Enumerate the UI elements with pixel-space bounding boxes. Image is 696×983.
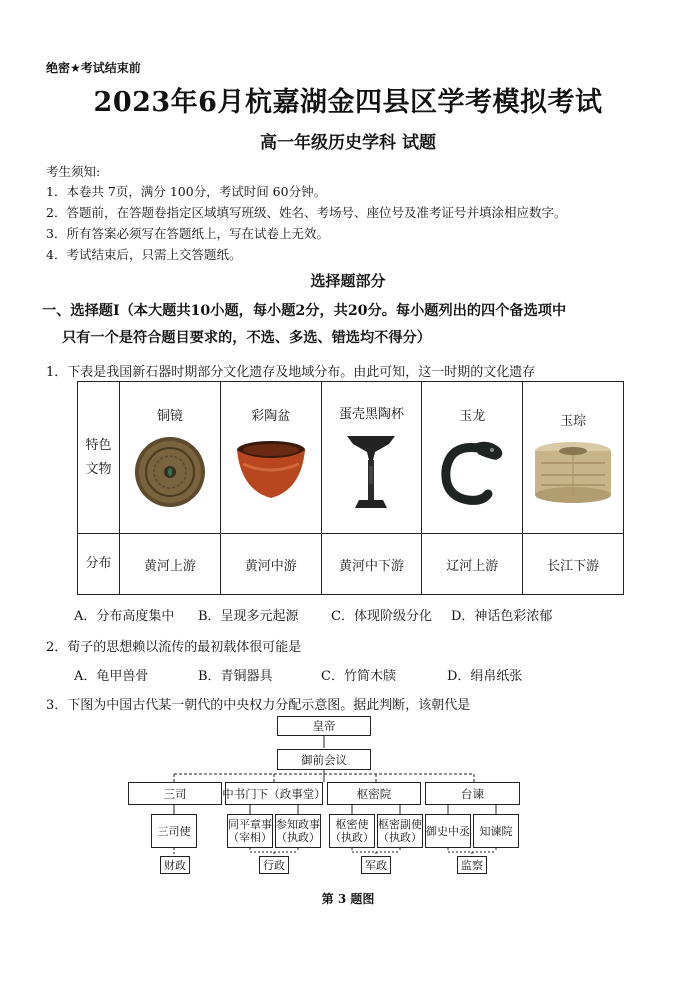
box-vice-councillor: 参知政事 （执政） xyxy=(275,814,321,848)
q3-stem: 3．下图为中国古代某一朝代的中央权力分配示意图。据此判断，该朝代是 xyxy=(46,698,471,713)
box-emperor: 皇帝 xyxy=(277,716,371,736)
part1-instructions-line1: 一、选择题Ⅰ（本大题共10小题，每小题2分，共20分。每小题列出的四个备选项中 xyxy=(42,303,567,319)
region-cell: 黄河中下游 xyxy=(321,534,422,595)
box-secretariat-chancellery: 中书门下（政事堂） xyxy=(225,782,323,805)
exam-title: 2023年6月杭嘉湖金四县区学考模拟考试 xyxy=(93,87,603,118)
q2-stem: 2．荀子的思想赖以流传的最初载体很可能是 xyxy=(46,640,302,655)
q2-option-d: D．绢帛纸张 xyxy=(447,669,523,684)
relic-name: 玉龙 xyxy=(459,409,486,424)
box-function-military: 军政 xyxy=(361,856,391,874)
exam-subtitle: 高一年级历史学科 试题 xyxy=(260,133,436,153)
box-military-commissioner: 枢密使 （执政） xyxy=(329,814,375,848)
q1-stem: 1．下表是我国新石器时期部分文化遗存及地域分布。由此可知，这一时期的文化遗存 xyxy=(46,365,536,380)
relic-name: 蛋壳黑陶杯 xyxy=(338,407,404,422)
confidential-mark: 绝密★考试结束前 xyxy=(46,61,141,75)
region-cell: 黄河中游 xyxy=(220,534,321,595)
box-censorate-remonstrance: 台谏 xyxy=(425,782,520,805)
region-cell: 黄河上游 xyxy=(120,534,221,595)
q2-option-c: C．竹简木牍 xyxy=(321,669,396,684)
box-commissioner-three-commissions: 三司使 xyxy=(151,814,197,848)
relic-name: 铜镜 xyxy=(156,409,183,424)
notice-item-3: 3．所有答案必须写在答题纸上，写在试卷上无效。 xyxy=(46,226,329,241)
q1-option-a: A．分布高度集中 xyxy=(74,609,175,624)
notice-item-2: 2．答题前，在答题卷指定区域填写班级、姓名、考场号、座位号及准考证号并填涂相应数字。 xyxy=(46,205,567,220)
box-imperial-council: 御前会议 xyxy=(277,749,371,770)
box-remonstrance-bureau: 知谏院 xyxy=(473,814,519,848)
region-cell: 辽河上游 xyxy=(422,534,523,595)
q3-figure-caption: 第 3 题图 xyxy=(321,892,375,906)
relics-header-text: 特色文物 xyxy=(85,437,112,477)
notice-item-1: 1．本卷共 7页，满分 100分，考试时间 60分钟。 xyxy=(46,184,327,199)
box-function-finance: 财政 xyxy=(160,856,190,874)
part1-instructions-line2: 只有一个是符合题目要求的，不选、多选、错选均不得分） xyxy=(62,330,431,346)
box-vice-military-commissioner: 枢密副使 （执政） xyxy=(377,814,423,848)
q1-option-b: B．呈现多元起源 xyxy=(198,609,299,624)
q1-option-c: C．体现阶级分化 xyxy=(331,609,432,624)
q2-option-a: A．龟甲兽骨 xyxy=(74,669,149,684)
relic-name: 彩陶盆 xyxy=(251,409,291,424)
q1-option-d: D．神话色彩浓郁 xyxy=(451,609,553,624)
box-vice-censor-in-chief: 御史中丞 xyxy=(425,814,471,848)
region-cell: 长江下游 xyxy=(523,534,624,595)
section-title: 选择题部分 xyxy=(310,272,386,290)
box-function-supervision: 监察 xyxy=(457,856,487,874)
box-three-commissions: 三司 xyxy=(128,782,222,805)
box-bureau-of-military-affairs: 枢密院 xyxy=(327,782,421,805)
notice-heading: 考生须知: xyxy=(46,164,101,179)
box-chief-councillor: 同平章事 （宰相） xyxy=(227,814,273,848)
q2-option-b: B．青铜器具 xyxy=(198,669,273,684)
notice-item-4: 4．考试结束后，只需上交答题纸。 xyxy=(46,247,242,262)
box-function-administration: 行政 xyxy=(259,856,289,874)
relic-name: 玉琮 xyxy=(560,414,587,429)
table-row-header-region: 分布 xyxy=(78,534,120,595)
